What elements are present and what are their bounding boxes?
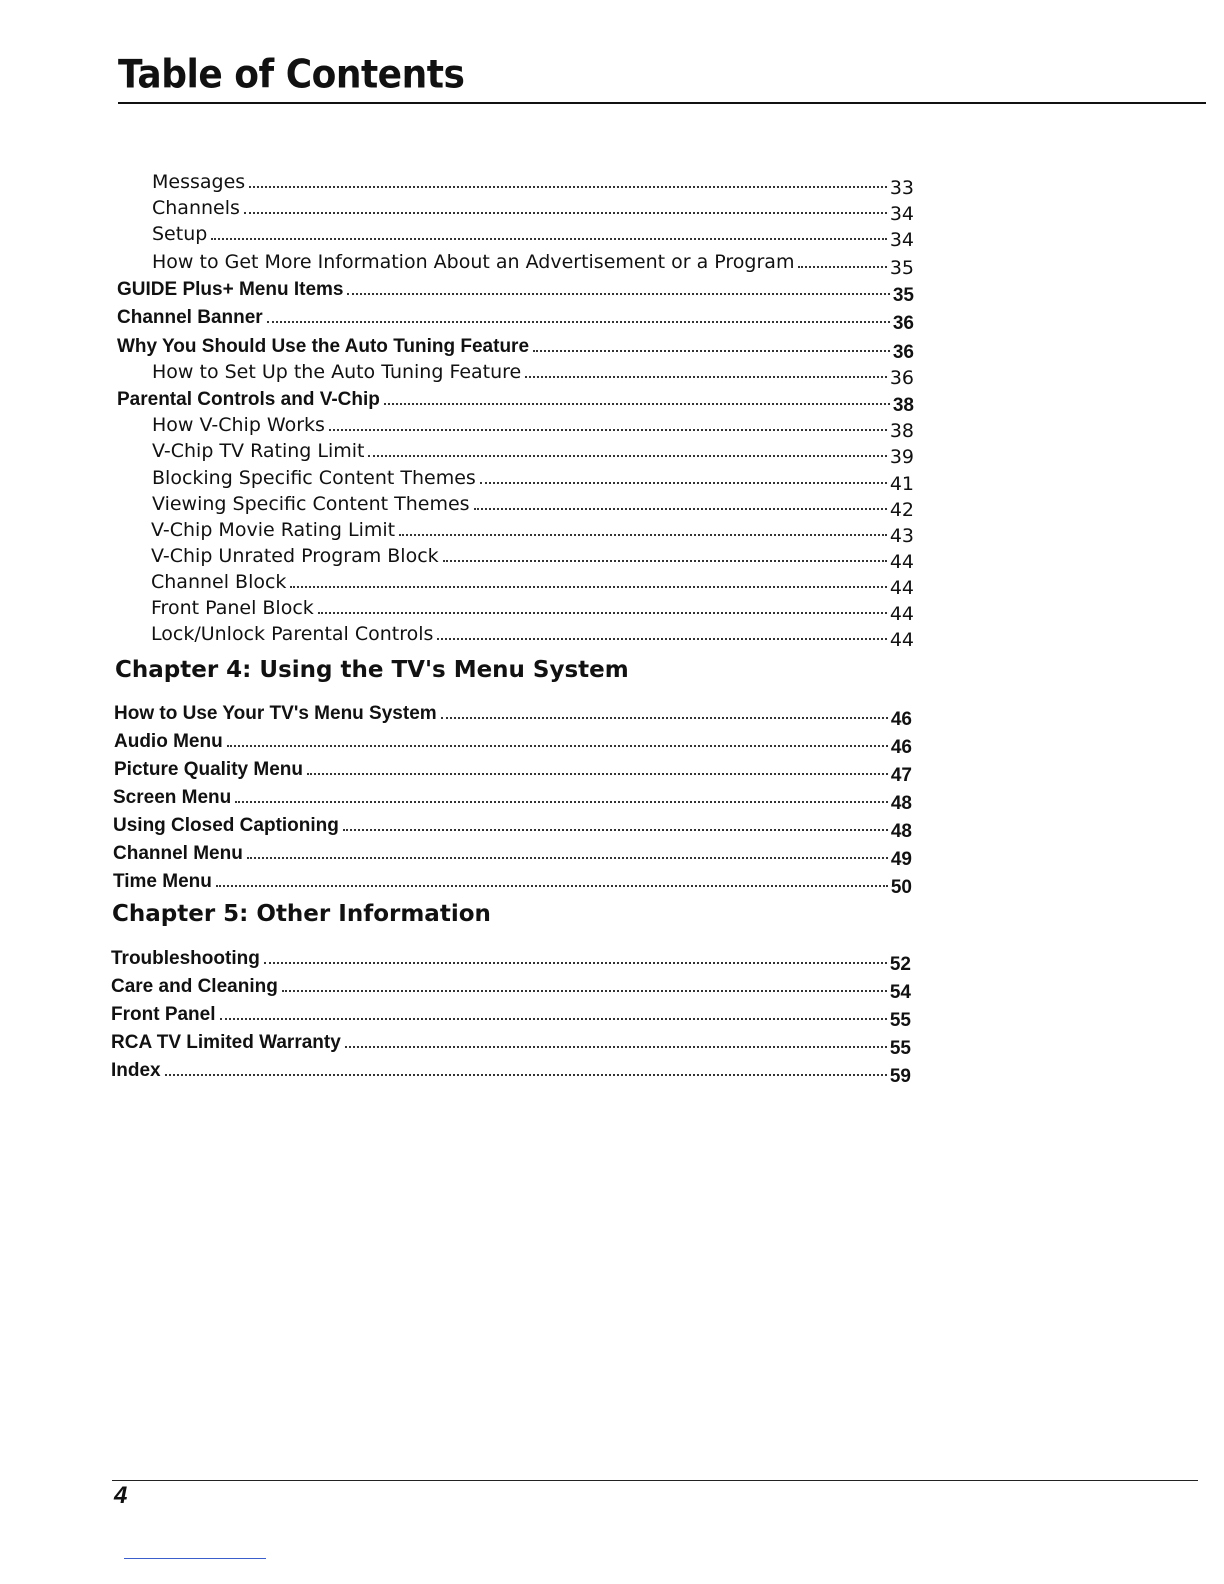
toc-entry-page: 36 (892, 342, 914, 363)
toc-entry-label: Why You Should Use the Auto Tuning Feature (117, 336, 530, 357)
toc-entry-page: 44 (889, 629, 914, 651)
toc-entry-label: How V-Chip Works (152, 414, 325, 436)
toc-entry-page: 55 (889, 1038, 911, 1059)
dot-leader (384, 403, 890, 405)
toc-entry[interactable] (151, 566, 914, 599)
toc-entry-page: 42 (889, 499, 914, 521)
toc-entry-page: 33 (889, 177, 914, 199)
toc-entry-page: 46 (890, 737, 912, 758)
toc-entry-page: 59 (889, 1066, 911, 1087)
dot-leader (329, 429, 887, 431)
toc-entry-label: Screen Menu (113, 787, 232, 808)
toc-entry-label: V-Chip Movie Rating Limit (151, 519, 396, 541)
toc-entry-label: Blocking Specific Content Themes (152, 467, 476, 489)
toc-entry-page: 46 (890, 709, 912, 730)
dot-leader (211, 238, 887, 240)
toc-entry-label: Index (111, 1060, 161, 1081)
dot-leader (216, 885, 888, 887)
toc-entry[interactable] (117, 301, 914, 334)
toc-entry[interactable] (113, 781, 912, 814)
dot-leader (441, 717, 888, 719)
toc-entry[interactable] (111, 998, 911, 1031)
toc-entry-page: 50 (890, 877, 912, 898)
toc-entry[interactable] (152, 218, 914, 251)
dot-leader (318, 612, 887, 614)
toc-entry-page: 39 (889, 446, 914, 468)
footer-rule (112, 1480, 1198, 1481)
toc-entry-page: 41 (889, 473, 914, 495)
toc-entry[interactable] (114, 697, 912, 730)
toc-entry-label: Troubleshooting (111, 948, 260, 969)
dot-leader (343, 829, 888, 831)
toc-entry[interactable] (111, 1026, 911, 1059)
toc-entry-page: 48 (890, 821, 912, 842)
toc-entry-label: Audio Menu (114, 731, 223, 752)
toc-entry[interactable] (152, 435, 914, 468)
dot-leader (474, 508, 887, 510)
toc-entry-page: 43 (889, 525, 914, 547)
toc-entry-page: 44 (889, 577, 914, 599)
toc-entry[interactable] (152, 356, 914, 389)
dot-leader (247, 857, 888, 859)
dot-leader (533, 350, 890, 352)
title-rule (118, 102, 1206, 104)
toc-entry[interactable] (152, 192, 914, 225)
dot-leader (267, 321, 890, 323)
toc-entry[interactable] (152, 246, 914, 279)
dot-leader (307, 773, 888, 775)
toc-entry-label: RCA TV Limited Warranty (111, 1032, 341, 1053)
toc-entry-label: Channel Block (151, 571, 287, 593)
toc-entry[interactable] (113, 809, 912, 842)
toc-entry-label: Front Panel Block (151, 597, 314, 619)
toc-entry-page: 35 (892, 285, 914, 306)
toc-entry[interactable] (117, 330, 914, 363)
toc-entry[interactable] (113, 837, 912, 870)
toc-entry-label: Front Panel (111, 1004, 216, 1025)
toc-entry-label: V-Chip TV Rating Limit (152, 440, 365, 462)
toc-entry[interactable] (111, 1054, 911, 1087)
toc-entry-page: 49 (890, 849, 912, 870)
toc-entry[interactable] (114, 753, 912, 786)
dot-leader (264, 962, 887, 964)
dot-leader (227, 745, 888, 747)
toc-entry-page: 34 (889, 229, 914, 251)
dot-leader (244, 212, 887, 214)
page-title: Table of Contents (118, 52, 465, 98)
toc-entry[interactable] (117, 273, 914, 306)
toc-entry[interactable] (111, 970, 911, 1003)
page-number: 4 (114, 1482, 128, 1509)
chapter-heading: Chapter 4: Using the TV's Menu System (115, 657, 629, 683)
dot-leader (525, 376, 887, 378)
dot-leader (249, 186, 887, 188)
dot-leader (165, 1074, 887, 1076)
toc-entry[interactable] (152, 488, 914, 521)
toc-entry-label: How to Get More Information About an Advertisement or a Program (152, 251, 795, 273)
toc-entry-page: 48 (890, 793, 912, 814)
toc-entry-label: Channel Menu (113, 843, 243, 864)
toc-entry[interactable] (152, 462, 914, 495)
toc-entry-page: 52 (889, 954, 911, 975)
toc-entry-page: 47 (890, 765, 912, 786)
dot-leader (437, 638, 886, 640)
chapter-heading: Chapter 5: Other Information (112, 901, 491, 927)
toc-entry-label: Picture Quality Menu (114, 759, 303, 780)
toc-entry-label: Lock/Unlock Parental Controls (151, 623, 434, 645)
bottom-mark (124, 1558, 266, 1559)
toc-entry-label: Channel Banner (117, 307, 263, 328)
dot-leader (368, 455, 886, 457)
toc-entry-label: Viewing Specific Content Themes (152, 493, 470, 515)
dot-leader (282, 990, 887, 992)
toc-entry-page: 38 (892, 395, 914, 416)
toc-entry-page: 55 (889, 1010, 911, 1031)
dot-leader (235, 801, 888, 803)
toc-entry[interactable] (113, 865, 912, 898)
toc-entry-page: 34 (889, 203, 914, 225)
dot-leader (443, 560, 887, 562)
toc-entry-page: 44 (889, 603, 914, 625)
toc-entry-label: Parental Controls and V-Chip (117, 389, 380, 410)
toc-entry[interactable] (151, 514, 914, 547)
toc-entry-label: V-Chip Unrated Program Block (151, 545, 439, 567)
dot-leader (290, 586, 886, 588)
toc-entry-page: 36 (892, 313, 914, 334)
toc-entry-label: Care and Cleaning (111, 976, 278, 997)
toc-entry-label: Setup (152, 223, 208, 245)
toc-entry-page: 36 (889, 367, 914, 389)
toc-entry-label: How to Set Up the Auto Tuning Feature (152, 361, 522, 383)
toc-entry[interactable] (117, 383, 914, 416)
toc-entry-page: 54 (889, 982, 911, 1003)
toc-entry-label: Using Closed Captioning (113, 815, 339, 836)
toc-entry[interactable] (114, 725, 912, 758)
toc-entry-label: Channels (152, 197, 240, 219)
toc-entry[interactable] (152, 409, 914, 442)
dot-leader (798, 266, 886, 268)
toc-entry[interactable] (151, 540, 914, 573)
toc-entry-page: 38 (889, 420, 914, 442)
toc-entry[interactable] (111, 942, 911, 975)
dot-leader (347, 293, 889, 295)
toc-entry-page: 44 (889, 551, 914, 573)
toc-entry[interactable] (152, 166, 914, 199)
toc-entry-label: Messages (152, 171, 246, 193)
toc-entry[interactable] (151, 592, 914, 625)
toc-entry-label: GUIDE Plus+ Menu Items (117, 279, 344, 300)
toc-entry[interactable] (151, 618, 914, 651)
toc-entry-label: Time Menu (113, 871, 212, 892)
toc-entry-page: 35 (889, 257, 914, 279)
dot-leader (345, 1046, 887, 1048)
toc-entry-label: How to Use Your TV's Menu System (114, 703, 437, 724)
dot-leader (480, 482, 887, 484)
dot-leader (220, 1018, 887, 1020)
dot-leader (399, 534, 887, 536)
